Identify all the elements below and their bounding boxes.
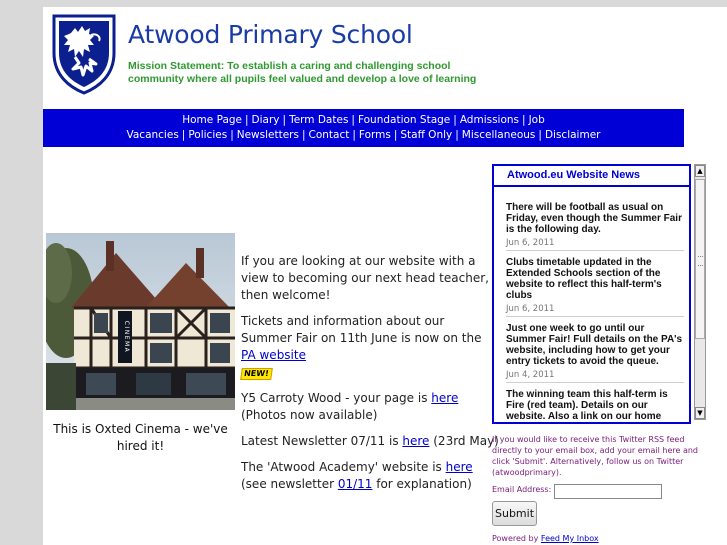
nav-separator: | bbox=[455, 129, 459, 141]
main-content bbox=[241, 253, 499, 502]
nav-item-miscellaneous[interactable]: Miscellaneous bbox=[461, 129, 536, 141]
news-item-date: Jun 4, 2011 bbox=[506, 370, 555, 380]
news-item[interactable] bbox=[506, 257, 684, 317]
email-label: Email Address: bbox=[492, 485, 552, 494]
nav-separator: | bbox=[538, 129, 542, 141]
feed-my-inbox-link[interactable]: Feed My Inbox bbox=[540, 534, 599, 543]
submit-button[interactable]: Submit bbox=[492, 501, 537, 526]
nav-separator: | bbox=[522, 114, 526, 126]
welcome-paragraph: If you are looking at our website with a view to becoming our next head teacher, then welcome! bbox=[241, 254, 489, 302]
carroty-wood-paragraph: Y5 Carroty Wood - your page is here (Photos now available) bbox=[241, 391, 459, 422]
nav-separator: | bbox=[393, 129, 398, 141]
email-input[interactable] bbox=[554, 484, 662, 499]
nav-item-forms[interactable]: Forms bbox=[358, 129, 391, 141]
summer-fair-paragraph: Tickets and information about our Summer Fair on 11th June is now on the PA website NEW! bbox=[241, 314, 482, 378]
nav-item-term-dates[interactable]: Term Dates bbox=[289, 114, 349, 126]
cinema-sign-text: CINEMA bbox=[123, 320, 130, 354]
new-badge-icon: NEW! bbox=[240, 368, 272, 380]
news-item[interactable] bbox=[506, 389, 684, 424]
news-item-text[interactable]: The winning team this half-term is Fire (red team). Details on our website. Also a link on our home bbox=[506, 389, 668, 422]
subscribe-text: If you would like to receive this Twitter RSS feed directly to your email box, add your email here and click 'Submit'. Alternatively, follow us on Twitter (atwoodprimary). bbox=[492, 435, 698, 477]
academy-paragraph: The 'Atwood Academy' website is here (see newsletter 01/11 for explanation) bbox=[241, 460, 473, 491]
nav-item-diary[interactable]: Diary bbox=[251, 114, 280, 126]
grip-icon bbox=[698, 256, 703, 266]
nav-separator: | bbox=[230, 129, 234, 141]
nav-separator: | bbox=[453, 114, 457, 126]
page bbox=[43, 7, 727, 545]
nav-item-disclaimer[interactable]: Disclaimer bbox=[544, 129, 601, 141]
nav-item-foundation-stage[interactable]: Foundation Stage bbox=[357, 114, 451, 126]
main-nav bbox=[43, 109, 684, 147]
news-item-date: Jun 6, 2011 bbox=[506, 304, 555, 314]
nav-item-newsletters[interactable]: Newsletters bbox=[236, 129, 299, 141]
nav-item-home-page[interactable]: Home Page bbox=[182, 114, 242, 126]
newsletter-link[interactable]: here bbox=[402, 434, 430, 448]
scrollbar-thumb[interactable] bbox=[695, 179, 705, 339]
nav-item-job-vacancies[interactable]: Job Vacancies bbox=[126, 114, 545, 141]
news-widget-title[interactable]: Atwood.eu Website News bbox=[494, 166, 689, 187]
news-item-text[interactable]: Clubs timetable updated in the Extended Schools section of the website to reflect this half-term's clubs bbox=[506, 257, 662, 301]
nav-separator: | bbox=[181, 129, 186, 141]
nav-item-admissions[interactable]: Admissions bbox=[459, 114, 520, 126]
arrow-down-icon[interactable]: ▼ bbox=[695, 407, 705, 419]
news-widget bbox=[492, 164, 691, 424]
news-item-text[interactable]: Just one week to go until our Summer Fair! Full details on the PA's website, including how to get your entry tickets to avoid the queue. bbox=[506, 323, 683, 367]
nav-item-staff-only[interactable]: Staff Only bbox=[400, 129, 453, 141]
pa-website-link[interactable]: PA website bbox=[241, 348, 306, 362]
news-item-text[interactable]: There will be football as usual on Friday, even though the Summer Fair is the following day. bbox=[506, 202, 682, 235]
academy-link[interactable]: here bbox=[445, 460, 473, 474]
school-crest-icon[interactable] bbox=[51, 13, 117, 96]
news-list bbox=[506, 202, 684, 424]
mission-statement: Mission Statement: To establish a caring and challenging school community where all pupils feel valued and develop a love of learning bbox=[128, 60, 477, 85]
nav-item-contact[interactable]: Contact bbox=[308, 129, 350, 141]
nav-separator: | bbox=[301, 129, 306, 141]
news-item-date: Jun 6, 2011 bbox=[506, 238, 555, 248]
news-item[interactable] bbox=[506, 323, 684, 383]
nav-separator: | bbox=[352, 129, 356, 141]
newsletter-0111-link[interactable]: 01/11 bbox=[337, 477, 373, 491]
cinema-photo bbox=[46, 233, 235, 410]
arrow-up-icon[interactable]: ▲ bbox=[695, 165, 705, 177]
powered-by: Powered by Feed My Inbox bbox=[492, 534, 599, 543]
news-item[interactable] bbox=[506, 202, 684, 251]
nav-separator: | bbox=[245, 114, 249, 126]
header bbox=[43, 7, 727, 108]
nav-separator: | bbox=[351, 114, 355, 126]
carroty-wood-link[interactable]: here bbox=[431, 391, 459, 405]
news-scrollbar[interactable] bbox=[694, 164, 706, 420]
photo-caption: This is Oxted Cinema - we've hired it! bbox=[53, 422, 228, 453]
site-title[interactable]: Atwood Primary School bbox=[128, 20, 413, 49]
nav-separator: | bbox=[282, 114, 287, 126]
nav-item-policies[interactable]: Policies bbox=[188, 129, 228, 141]
newsletter-paragraph: Latest Newsletter 07/11 is here (23rd May) bbox=[241, 434, 499, 448]
